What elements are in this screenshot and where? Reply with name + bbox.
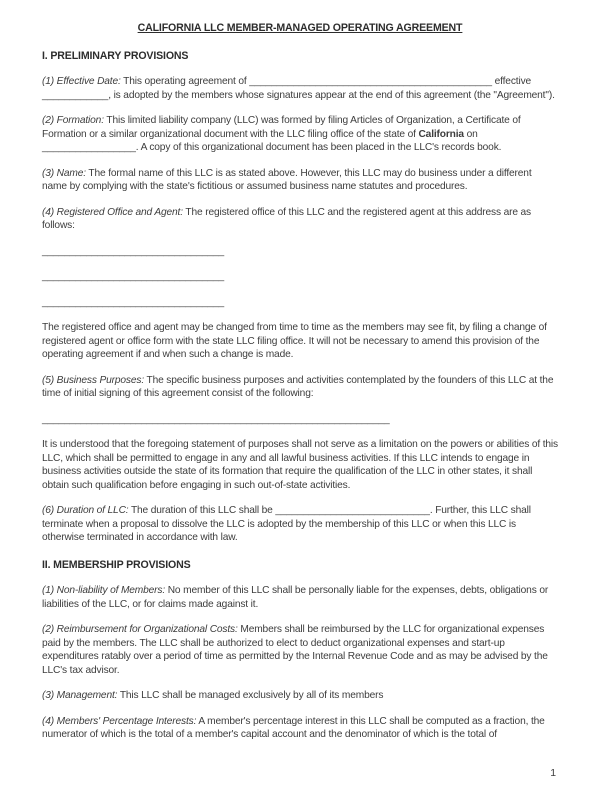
paragraph (42, 114, 558, 155)
section-heading: II. MEMBERSHIP PROVISIONS (42, 558, 191, 571)
text-run: The specific business purposes and activities contemplated by the founders of this LLC at the time of initial signing of this agreement consist of the following: (42, 374, 554, 399)
text-run: effective (491, 76, 532, 87)
fill-in-blank-line: _________________________________ (42, 245, 225, 257)
clause-label: (2) Formation: (42, 115, 104, 126)
text-run: The registered office and agent may be changed from time to time as the members may see fit, by filing a change of registered agent or office form with the state LLC filing office. It will not be necessary to amend this provision of the operating agreement if and when such a change is made. (42, 322, 547, 360)
fill-in-blank-line: _________________________________ (42, 296, 225, 308)
bold-text-run: California (418, 128, 464, 140)
document-title: CALIFORNIA LLC MEMBER-MANAGED OPERATING AGREEMENT (137, 22, 463, 34)
fill-in-blank-line: _________________________________ (42, 271, 225, 282)
paragraph (42, 438, 558, 492)
text-run: The duration of this LLC shall be (128, 505, 276, 516)
text-run: . A copy of this organizational document has been placed in the LLC's records book. (135, 142, 502, 153)
text-run: Members shall be reimbursed by the LLC for organizational expenses paid by the members. The LLC shall be authorized to elect to deduct organizational expenses and start-up expenditures ratably over a period of time as permitted by the Internal Revenue Code and as may be advised by the LLC's tax advisor. (42, 624, 548, 676)
page-number: 1 (550, 766, 556, 779)
paragraph (42, 374, 558, 401)
paragraph (42, 584, 558, 611)
clause-label: (3) Name: (42, 167, 86, 179)
text-run: ____________________________________________ (249, 76, 492, 87)
text-run: No member of this LLC shall be personally liable for the expenses, debts, obligations or liabilities of the LLC, or for claims made against it. (42, 585, 549, 610)
paragraph (42, 504, 558, 545)
text-run: It is understood that the foregoing statement of purposes shall not serve as a limitation on the powers or abilities of this LLC, which shall be permitted to engage in any and all lawful business activities. If this LLC intends to engage in business activities outside the state of its formation that require the qualification of the LLC in other states, it shall obtain such qualification before engaging in such out-of-state activities. (42, 439, 558, 491)
clause-label: (3) Management: (42, 690, 118, 701)
clause-label: (1) Effective Date: (42, 76, 121, 87)
clause-label: (6) Duration of LLC: (42, 505, 129, 516)
paragraph (42, 206, 558, 233)
text-run: The registered office of this LLC and the registered agent at this address are as follows: (42, 206, 531, 231)
text-run: This operating agreement of (120, 76, 250, 87)
clause-label: (4) Registered Office and Agent: (42, 206, 183, 218)
text-run: on (463, 128, 478, 140)
text-run: ____________ (42, 89, 109, 101)
fill-in-blank-line: _______________________________________________________________ (42, 413, 390, 425)
text-run: This limited liability company (LLC) was formed by filing Articles of Organization, a Certificate of Formation or a similar organizational document with the LLC filing office of the state of (42, 115, 521, 140)
clause-label: (2) Reimbursement for Organizational Costs: (42, 624, 238, 635)
text-run: A member's percentage interest in this LLC shall be computed as a fraction, the numerator of which is the total of a member's capital account and the denominator of which is the total of (42, 715, 545, 740)
text-run: _________________ (42, 142, 136, 153)
clause-label: (5) Business Purposes: (42, 374, 145, 386)
text-run: . Further, this LLC shall terminate when a proposal to dissolve the LLC is adopted by the membership of this LLC or when this LLC is otherwise terminated in accordance with law. (42, 505, 531, 543)
clause-label: (4) Members' Percentage Interests: (42, 715, 197, 727)
paragraph (42, 321, 558, 362)
paragraph (42, 167, 558, 194)
document-body (42, 50, 558, 742)
paragraph (42, 689, 558, 703)
clause-label: (1) Non-liability of Members: (42, 585, 166, 596)
text-run: , is adopted by the members whose signatures appear at the end of this agreement (the "Agreement"). (108, 89, 555, 101)
text-run: This LLC shall be managed exclusively by all of its members (117, 690, 384, 701)
text-run: ____________________________ (275, 505, 430, 516)
paragraph (42, 75, 558, 102)
text-run: The formal name of this LLC is as stated above. However, this LLC may do business under a different name by complying with the state's fictitious or assumed business name statutes and procedures. (42, 167, 532, 192)
paragraph (42, 623, 558, 677)
paragraph (42, 715, 558, 742)
section-heading: I. PRELIMINARY PROVISIONS (42, 49, 189, 62)
